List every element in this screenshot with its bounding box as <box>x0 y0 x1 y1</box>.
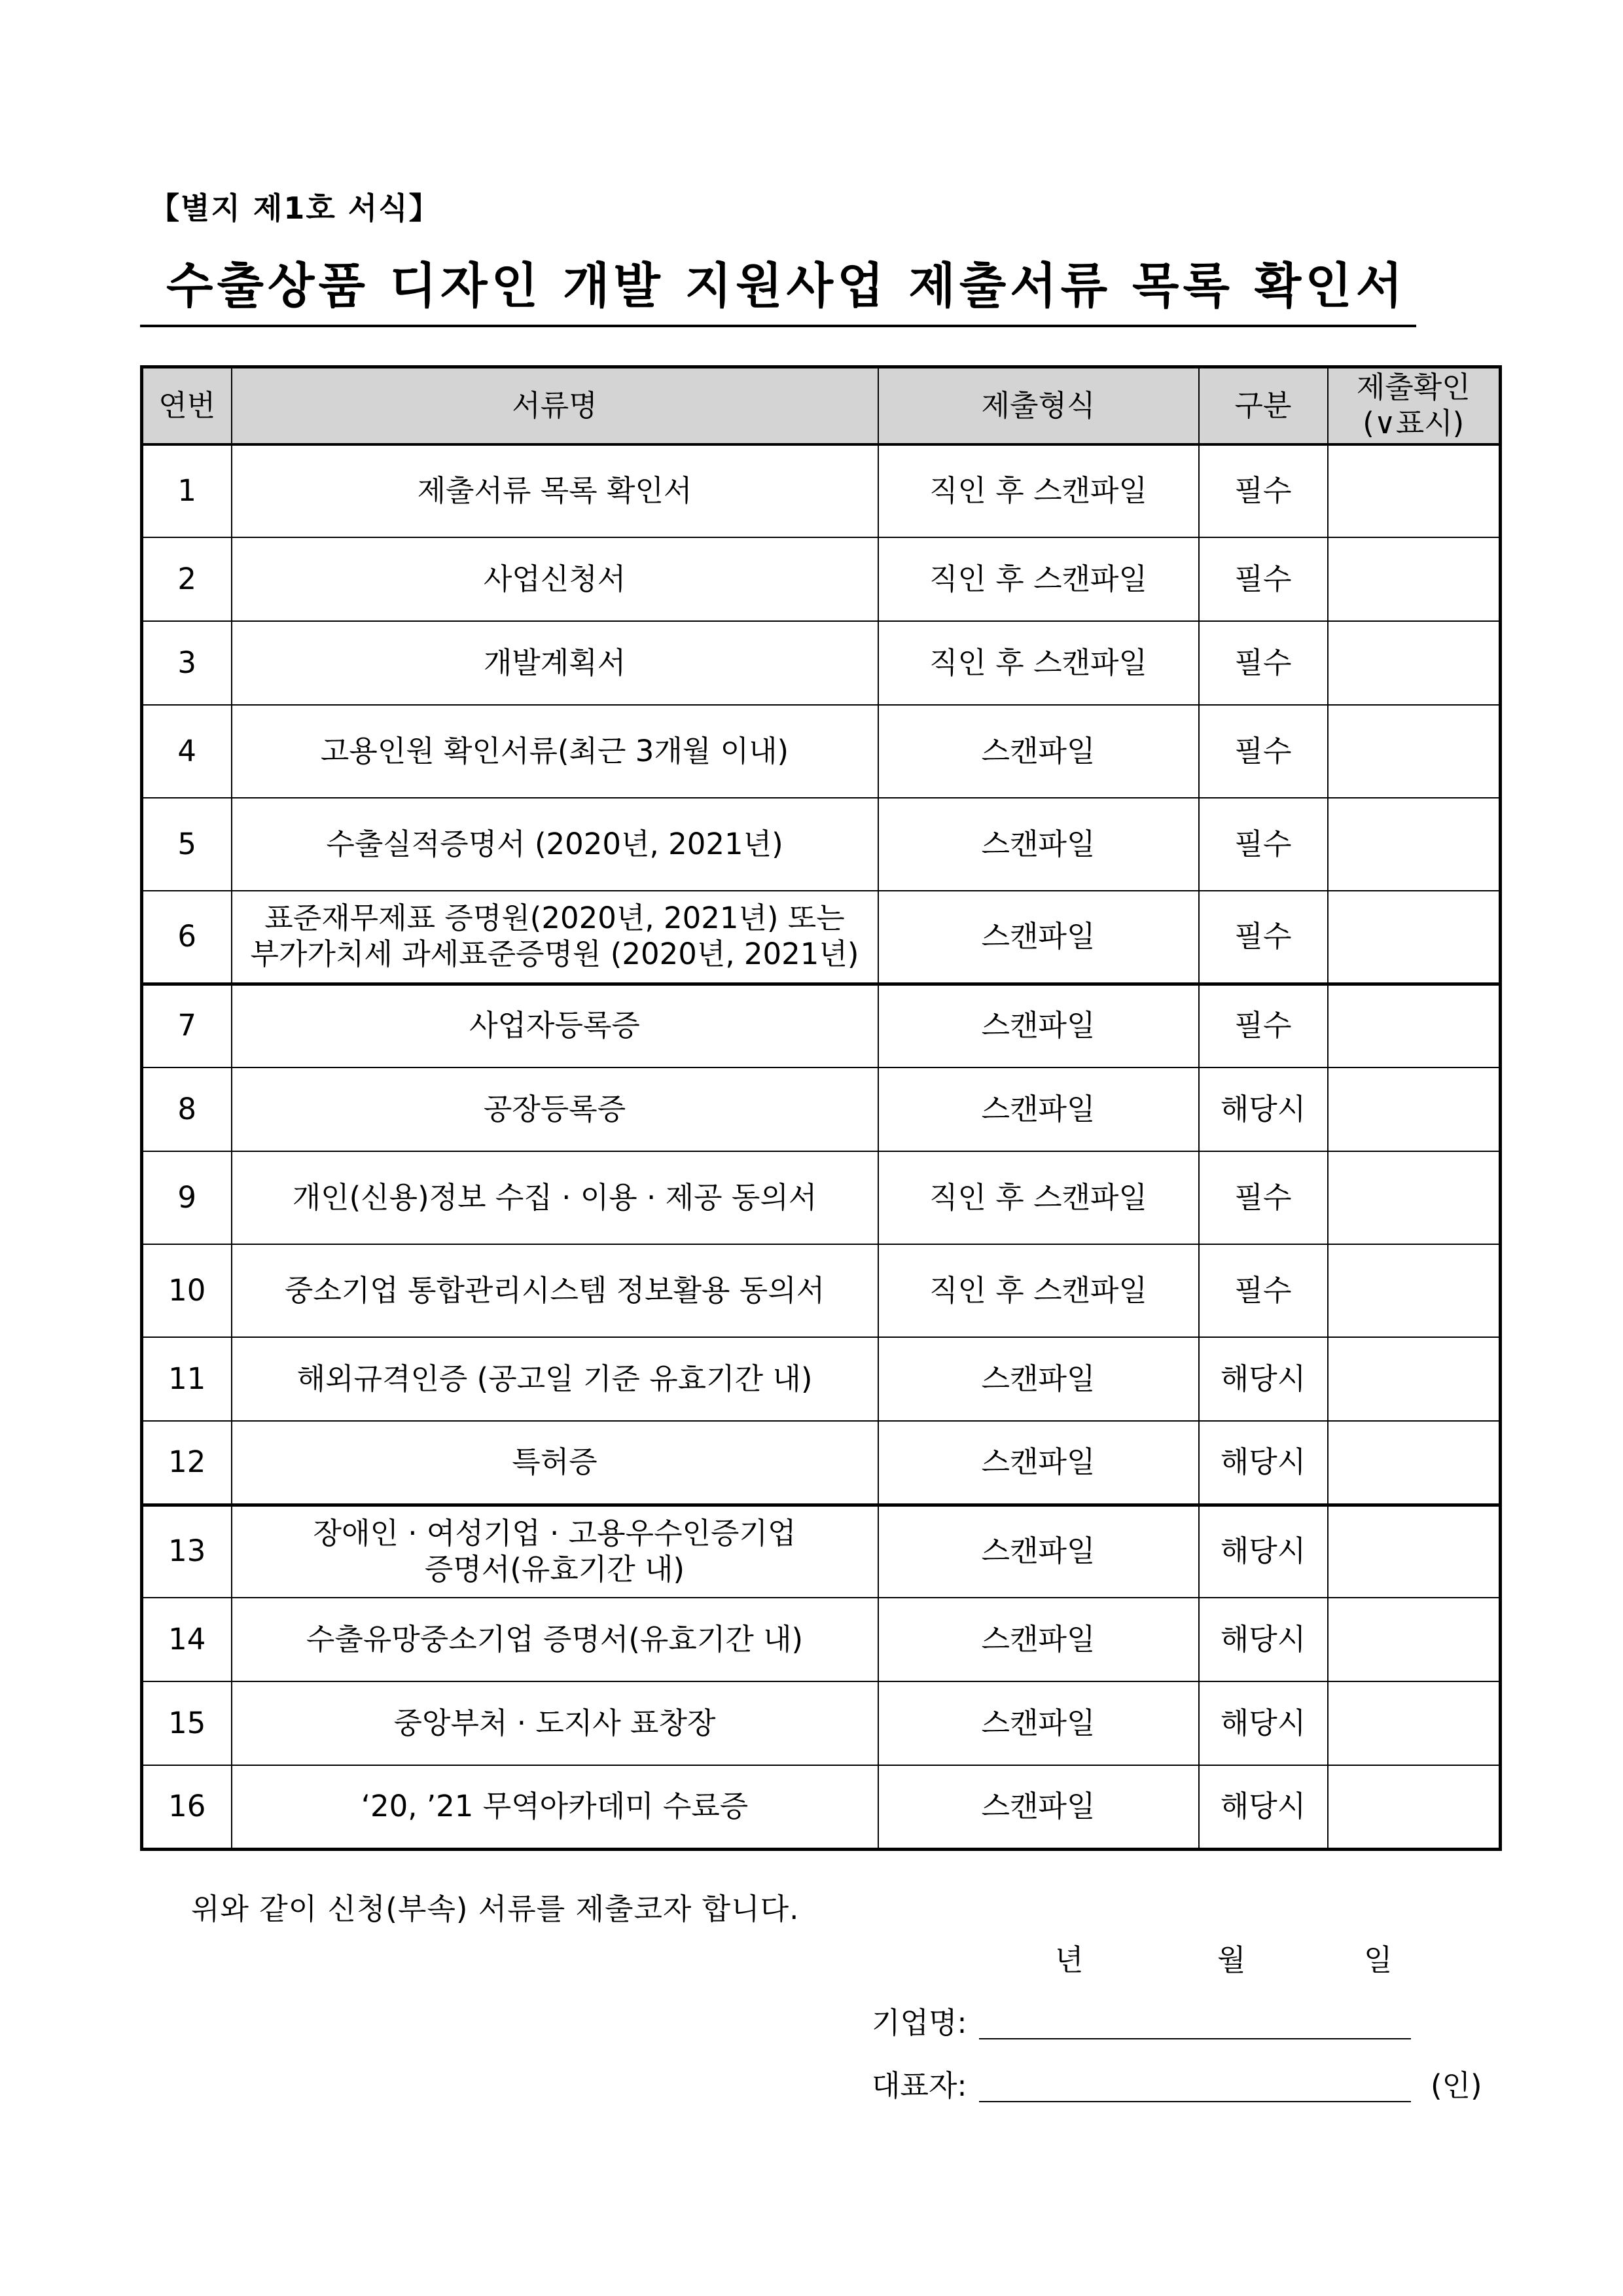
header-document-name: 서류명 <box>232 367 878 445</box>
document-name-cell <box>232 1505 878 1598</box>
requirement-category: 필수 <box>1199 537 1328 621</box>
document-name: 공장등록증 <box>483 1091 626 1126</box>
table-row <box>142 984 1501 1067</box>
document-name: 사업자등록증 <box>469 1008 640 1043</box>
document-name: 개발계획서 <box>483 645 626 680</box>
requirement-category: 필수 <box>1199 621 1328 705</box>
company-name-label: 기업명: <box>872 2005 967 2040</box>
table-row <box>142 1598 1501 1681</box>
requirement-category: 해당시 <box>1199 1067 1328 1151</box>
requirement-category: 해당시 <box>1199 1421 1328 1505</box>
form-number-label: 【별지 제1호 서식】 <box>149 190 440 226</box>
row-number: 13 <box>142 1505 232 1598</box>
header-no: 연번 <box>142 367 232 445</box>
submission-documents-table <box>140 365 1502 1851</box>
document-name: 개인(신용)정보 수집 · 이용 · 제공 동의서 <box>292 1179 817 1215</box>
table-row <box>142 1421 1501 1505</box>
row-number: 3 <box>142 621 232 705</box>
document-name-cell <box>232 537 878 621</box>
submission-check-cell[interactable] <box>1328 1505 1501 1598</box>
header-format: 제출형식 <box>878 367 1199 445</box>
submission-check-cell[interactable] <box>1328 1598 1501 1681</box>
requirement-category: 필수 <box>1199 444 1328 537</box>
representative-field[interactable] <box>979 2101 1411 2102</box>
submission-format: 직인 후 스캔파일 <box>878 1244 1199 1337</box>
submission-check-cell[interactable] <box>1328 537 1501 621</box>
table-row <box>142 1067 1501 1151</box>
table-header-row <box>142 367 1501 445</box>
requirement-category: 해당시 <box>1199 1765 1328 1849</box>
row-number: 2 <box>142 537 232 621</box>
company-name-field[interactable] <box>979 2038 1411 2039</box>
submission-check-cell[interactable] <box>1328 621 1501 705</box>
document-name-cell <box>232 984 878 1067</box>
row-number: 16 <box>142 1765 232 1849</box>
requirement-category: 해당시 <box>1199 1505 1328 1598</box>
requirement-category: 필수 <box>1199 1151 1328 1244</box>
table-row <box>142 705 1501 798</box>
submission-check-cell[interactable] <box>1328 891 1501 984</box>
submission-check-cell[interactable] <box>1328 798 1501 891</box>
document-name-cell <box>232 1681 878 1765</box>
document-name: 수출유망중소기업 증명서(유효기간 내) <box>306 1621 804 1657</box>
table-row <box>142 621 1501 705</box>
row-number: 8 <box>142 1067 232 1151</box>
document-name: 표준재무제표 증명원(2020년, 2021년) 또는 <box>264 901 845 936</box>
requirement-category: 필수 <box>1199 1244 1328 1337</box>
table-row <box>142 444 1501 537</box>
document-name-cell <box>232 1421 878 1505</box>
document-name-cell <box>232 1151 878 1244</box>
row-number: 14 <box>142 1598 232 1681</box>
header-category: 구분 <box>1199 367 1328 445</box>
submission-check-cell[interactable] <box>1328 1244 1501 1337</box>
submission-format: 스캔파일 <box>878 984 1199 1067</box>
submission-check-cell[interactable] <box>1328 984 1501 1067</box>
requirement-category: 필수 <box>1199 705 1328 798</box>
document-name: 고용인원 확인서류(최근 3개월 이내) <box>320 733 789 768</box>
row-number: 4 <box>142 705 232 798</box>
requirement-category: 해당시 <box>1199 1681 1328 1765</box>
submission-format: 스캔파일 <box>878 1505 1199 1598</box>
header-check-line2: (∨표시) <box>1363 406 1465 440</box>
submission-check-cell[interactable] <box>1328 1067 1501 1151</box>
submission-check-cell[interactable] <box>1328 1421 1501 1505</box>
submission-format: 스캔파일 <box>878 1421 1199 1505</box>
requirement-category: 필수 <box>1199 891 1328 984</box>
document-name: 해외규격인증 (공고일 기준 유효기간 내) <box>296 1361 813 1396</box>
table-row <box>142 1337 1501 1421</box>
document-name-cell <box>232 444 878 537</box>
submission-statement: 위와 같이 신청(부속) 서류를 제출코자 합니다. <box>191 1892 800 1926</box>
row-number: 1 <box>142 444 232 537</box>
row-number: 10 <box>142 1244 232 1337</box>
document-name-cell <box>232 1067 878 1151</box>
table-row <box>142 1244 1501 1337</box>
submission-check-cell[interactable] <box>1328 705 1501 798</box>
document-name-cell <box>232 1337 878 1421</box>
submission-format: 스캔파일 <box>878 705 1199 798</box>
row-number: 7 <box>142 984 232 1067</box>
document-name-cell <box>232 891 878 984</box>
table-row <box>142 1505 1501 1598</box>
submission-format: 스캔파일 <box>878 891 1199 984</box>
date-day-label: 일 <box>1364 1943 1393 1977</box>
document-name: 사업신청서 <box>483 561 626 596</box>
row-number: 15 <box>142 1681 232 1765</box>
document-name-cell <box>232 798 878 891</box>
date-month-label: 월 <box>1217 1943 1246 1977</box>
submission-format: 스캔파일 <box>878 798 1199 891</box>
submission-format: 직인 후 스캔파일 <box>878 444 1199 537</box>
document-name-cell <box>232 1598 878 1681</box>
submission-check-cell[interactable] <box>1328 1337 1501 1421</box>
submission-format: 스캔파일 <box>878 1681 1199 1765</box>
row-number: 6 <box>142 891 232 984</box>
submission-format: 직인 후 스캔파일 <box>878 537 1199 621</box>
date-year-label: 년 <box>1055 1943 1084 1977</box>
header-check-line1: 제출확인 <box>1356 370 1471 405</box>
document-name-cell <box>232 1244 878 1337</box>
submission-format: 직인 후 스캔파일 <box>878 1151 1199 1244</box>
submission-format: 스캔파일 <box>878 1765 1199 1849</box>
document-name: 장애인 · 여성기업 · 고용우수인증기업 <box>313 1515 796 1551</box>
table-row <box>142 1151 1501 1244</box>
row-number: 5 <box>142 798 232 891</box>
table-row <box>142 1765 1501 1849</box>
requirement-category: 해당시 <box>1199 1598 1328 1681</box>
document-name: ‘20, ’21 무역아카데미 수료증 <box>361 1788 749 1823</box>
submission-format: 스캔파일 <box>878 1067 1199 1151</box>
requirement-category: 해당시 <box>1199 1337 1328 1421</box>
table-row <box>142 1681 1501 1765</box>
table-row <box>142 798 1501 891</box>
document-name-line2: 증명서(유효기간 내) <box>424 1551 685 1587</box>
submission-check-cell[interactable] <box>1328 1681 1501 1765</box>
seal-mark: (인) <box>1431 2068 1482 2103</box>
submission-check-cell[interactable] <box>1328 1765 1501 1849</box>
document-name-cell <box>232 1765 878 1849</box>
document-name-cell <box>232 705 878 798</box>
document-title: 수출상품 디자인 개발 지원사업 제출서류 목록 확인서 <box>140 247 1416 327</box>
document-name: 제출서류 목록 확인서 <box>417 473 692 509</box>
document-name: 중앙부처 · 도지사 표창장 <box>393 1705 716 1740</box>
document-name: 특허증 <box>512 1444 597 1479</box>
header-check <box>1328 367 1501 445</box>
submission-check-cell[interactable] <box>1328 1151 1501 1244</box>
submission-check-cell[interactable] <box>1328 444 1501 537</box>
row-number: 12 <box>142 1421 232 1505</box>
row-number: 11 <box>142 1337 232 1421</box>
submission-format: 직인 후 스캔파일 <box>878 621 1199 705</box>
document-name: 중소기업 통합관리시스템 정보활용 동의서 <box>284 1272 825 1308</box>
table-row <box>142 537 1501 621</box>
document-name: 수출실적증명서 (2020년, 2021년) <box>326 826 783 861</box>
requirement-category: 필수 <box>1199 984 1328 1067</box>
submission-format: 스캔파일 <box>878 1598 1199 1681</box>
row-number: 9 <box>142 1151 232 1244</box>
document-name-cell <box>232 621 878 705</box>
requirement-category: 필수 <box>1199 798 1328 891</box>
submission-format: 스캔파일 <box>878 1337 1199 1421</box>
representative-label: 대표자: <box>872 2068 967 2103</box>
document-name-line2: 부가가치세 과세표준증명원 (2020년, 2021년) <box>250 937 859 972</box>
table-row <box>142 891 1501 984</box>
